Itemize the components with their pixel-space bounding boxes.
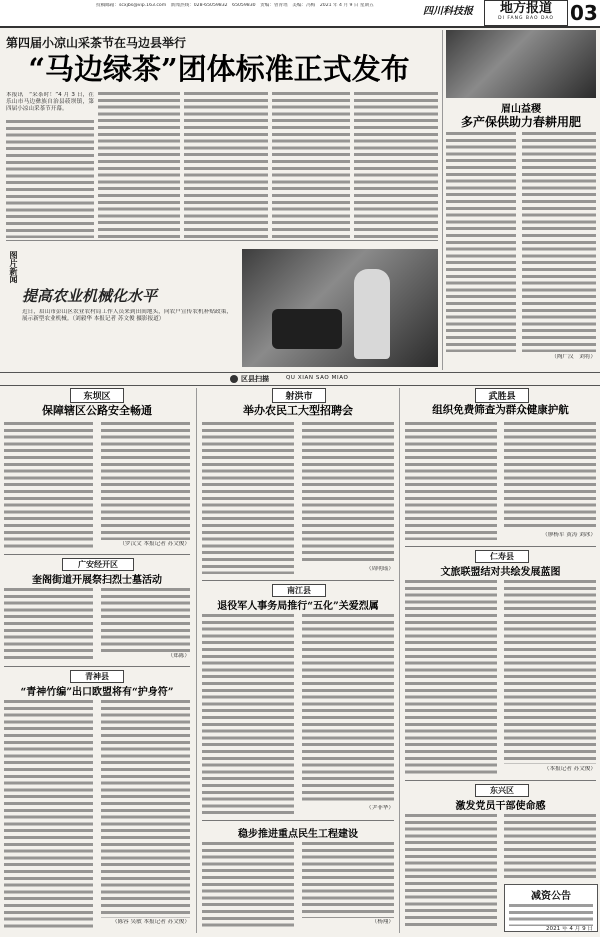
column-left-text-3 xyxy=(4,588,93,660)
photo-news-caption: 近日，眉山市彭山区农业农村局工作人员来到田间地头，向农户宣传农机补贴政策，展示新型农业机械。（刘毅华 本报记者 苏文俊 摄影报道） xyxy=(22,309,232,322)
column-right-headline-3: 激发党员干部使命感 xyxy=(455,801,546,812)
right-top-headline: 多产保供助力春耕用肥 xyxy=(460,115,581,129)
right-column-divider xyxy=(442,30,443,370)
column-middle-tag: 射洪市 xyxy=(272,388,326,403)
column-right-headline-2: 文旅联盟结对共绘发展蓝图 xyxy=(440,567,561,578)
column-right-headline: 组织免费筛查为群众健康护航 xyxy=(432,404,569,416)
lead-dateline: 本报讯 “采茶时！”4 月 3 日，在乐山市马边彝族自治县荍坝镇，第四届小凉山采茶节开幕。 xyxy=(6,92,94,112)
notice-date: 2021 年 4 月 9 日 xyxy=(545,926,593,932)
lead-text-col-3 xyxy=(184,92,268,238)
photo-news-label: 图片新闻 xyxy=(9,251,18,283)
farm-machine-photo xyxy=(242,249,438,367)
column-middle-text-5 xyxy=(202,842,294,928)
right-top-byline: （陶广汉 刘将） xyxy=(551,354,596,360)
column-right-text-4 xyxy=(504,580,596,764)
column-right-byline: （廖杨军 黄涛 刘冰） xyxy=(542,532,596,538)
masthead xyxy=(0,0,600,28)
column-middle-tag-2: 南江县 xyxy=(272,584,326,597)
lead-headline: “马边绿茶”团体标准正式发布 xyxy=(28,52,410,86)
column-right-text-1 xyxy=(405,422,497,540)
column-right-tag-2: 仁寿县 xyxy=(475,550,529,563)
column-right-text-6 xyxy=(504,814,596,880)
lead-body xyxy=(6,92,438,238)
column-left-rule-2 xyxy=(4,666,190,667)
divider-col-1 xyxy=(196,388,197,933)
right-top-text-col-2 xyxy=(522,132,596,352)
column-left-tag-2: 广安经开区 xyxy=(62,558,134,571)
notice-title: 减资公告 xyxy=(531,891,571,902)
column-right xyxy=(405,388,596,933)
page-number: 03 xyxy=(570,1,598,25)
lead-kicker: 第四届小凉山采茶节在马边县举行 xyxy=(6,36,187,50)
masthead-logo: 四川科技报 xyxy=(423,6,473,17)
column-middle-headline-2: 退役军人事务局推行“五化”关爱烈属 xyxy=(217,601,379,612)
column-middle-byline-2: （尹菲华） xyxy=(366,805,394,811)
county-scan-divider xyxy=(0,372,600,386)
notice-text xyxy=(509,904,593,926)
column-left xyxy=(4,388,190,933)
column-left-byline: （罗汉文 本报记者 苏文俊） xyxy=(119,541,190,547)
column-left-headline: 保障辖区公路安全畅通 xyxy=(42,404,152,417)
column-left-tag: 东坝区 xyxy=(70,388,124,403)
photo-news xyxy=(6,240,438,369)
column-middle-byline: （周明瑶） xyxy=(366,566,394,572)
column-right-text-5 xyxy=(405,814,497,928)
column-right-text-2 xyxy=(504,422,596,530)
section-name-en: DI FANG BAO DAO xyxy=(498,16,554,21)
masthead-contact: 投稿邮箱：scxjbs@vip.163.com 新闻热线：028-65059832 65059830 责编：曾青瑶 美编：冯梅 2021 年 4 月 9 日 星期五 xyxy=(96,3,374,8)
column-right-byline-2: （本报记者 苏文俊） xyxy=(543,766,596,772)
divider-icon xyxy=(230,375,238,383)
lead-text-col-2 xyxy=(98,92,180,238)
right-top-text-col-1 xyxy=(446,132,516,352)
column-middle-byline-3: （杨翔） xyxy=(371,919,394,925)
column-middle-headline-3: 稳步推进重点民生工程建设 xyxy=(238,829,358,840)
divider-label: 区县扫描 xyxy=(241,375,269,383)
column-left-headline-3: “青神竹编”出口欧盟将有“护身符” xyxy=(20,687,174,698)
column-middle-rule-2 xyxy=(202,820,394,821)
column-left-byline-3: （陈容 吴敏 本报记者 苏文俊） xyxy=(111,919,190,925)
lead-text-col-1 xyxy=(6,120,94,238)
section-title xyxy=(484,0,568,26)
right-top-photo xyxy=(446,30,596,98)
column-right-text-3 xyxy=(405,580,497,774)
column-left-byline-2: （郑陈） xyxy=(167,653,190,659)
machine-shape xyxy=(272,309,342,349)
column-left-headline-2: 奎阁街道开展祭扫烈士墓活动 xyxy=(32,575,162,586)
column-left-tag-3: 青神县 xyxy=(70,670,124,683)
photo-news-caption-title: 提高农业机械化水平 xyxy=(22,287,158,305)
column-left-rule-1 xyxy=(4,554,190,555)
divider-label-en: QU XIAN SAO MIAO xyxy=(286,375,349,381)
right-top-kicker: 眉山益稷 xyxy=(501,104,541,115)
column-left-text-6 xyxy=(101,700,190,918)
column-middle-headline: 举办农民工大型招聘会 xyxy=(243,404,353,417)
column-middle-rule-1 xyxy=(202,580,394,581)
farmer-figure xyxy=(354,269,390,359)
column-middle-text-2 xyxy=(302,422,394,564)
section-name: 地方报道 xyxy=(499,1,552,16)
column-middle-text-4 xyxy=(302,614,394,804)
column-middle xyxy=(202,388,394,933)
column-right-tag-3: 东兴区 xyxy=(475,784,529,797)
column-left-text-4 xyxy=(101,588,190,652)
column-right-rule-1 xyxy=(405,546,596,547)
column-right-tag: 武胜县 xyxy=(475,388,529,403)
lead-text-col-5 xyxy=(354,92,438,238)
divider-col-2 xyxy=(399,388,400,933)
column-left-text-5 xyxy=(4,700,93,928)
column-middle-text-6 xyxy=(302,842,394,918)
column-left-text-1 xyxy=(4,422,93,548)
notice-box xyxy=(504,884,598,932)
column-middle-text-3 xyxy=(202,614,294,814)
lead-text-col-4 xyxy=(272,92,350,238)
column-right-rule-2 xyxy=(405,780,596,781)
column-left-text-2 xyxy=(101,422,190,540)
column-middle-text-1 xyxy=(202,422,294,574)
